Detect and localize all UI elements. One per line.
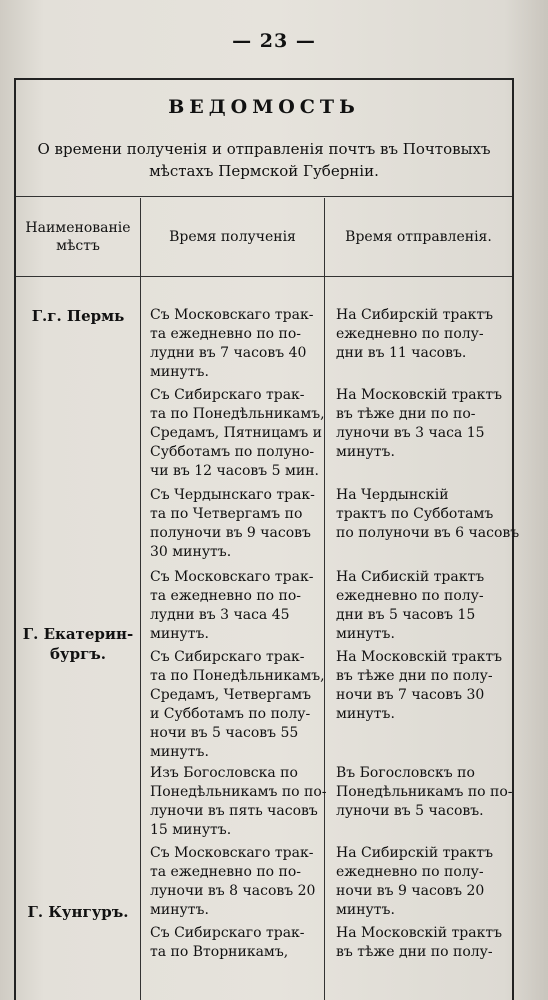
column-header-place-line: мѣстъ [56, 238, 100, 254]
subtitle-line: О времени полученія и отправленія почтъ въ Почтовыхъ [37, 140, 491, 158]
received-entry: Изъ Богословска по Понедѣльникамъ по по- луночи въ пять часовъ 15 минутъ. [150, 765, 327, 838]
column-header-place-line: Наименованіе [25, 220, 131, 236]
sent-entry: На Московскій трактъ въ тѣже дни по полу- [336, 925, 502, 960]
place-name: Г. Екатерин- бургъ. [22, 625, 134, 663]
sent-entry: На Чердынскій трактъ по Субботамъ по полуночи въ 6 часовъ [336, 487, 520, 541]
place-name: Г. Кунгуръ. [27, 903, 129, 921]
schedule-table [14, 78, 520, 1000]
received-entry: Съ Чердынскаго трак- та по Четвергамъ по полуночи въ 9 часовъ 30 минутъ. [150, 487, 315, 560]
received-entry: Съ Сибирскаго трак- та по Вторникамъ, [150, 925, 305, 960]
sent-entry: На Сибирскій трактъ ежедневно по полу- ночи въ 9 часовъ 20 минутъ. [336, 845, 494, 918]
received-entry: Съ Московскаго трак- та ежедневно по по- лудни въ 7 часовъ 40 минутъ. [150, 307, 314, 380]
page-number: — 23 — [232, 30, 316, 52]
subtitle-line: мѣстахъ Пермской Губерніи. [149, 162, 379, 180]
table-body [16, 306, 520, 996]
table-header [16, 198, 512, 277]
table-title-block [16, 80, 512, 197]
column-header-place [16, 198, 140, 276]
column-header-received: Время полученія [169, 229, 296, 245]
place-name: Г.г. Пермь [31, 307, 125, 325]
table-subtitle [16, 138, 512, 182]
received-entry: Съ Московскаго трак- та ежедневно по по- луночи въ 8 часовъ 20 минутъ. [150, 845, 316, 918]
received-entry: Съ Сибирскаго трак- та по Понедѣльникамъ, Средамъ, Четвергамъ и Субботамъ по полу- ночи въ 5 часовъ 55 минутъ. [150, 649, 325, 760]
column-header-sent: Время отправленія. [345, 229, 492, 245]
received-entry: Съ Сибирскаго трак- та по Понедѣльникамъ, Средамъ, Пятницамъ и Субботамъ по полуно- чи въ 12 часовъ 5 мин. [150, 387, 325, 479]
sent-entry: Въ Богословскъ по Понедѣльникамъ по по- луночи въ 5 часовъ. [336, 765, 513, 819]
sent-entry: На Сибискій трактъ ежедневно по полу- дни въ 5 часовъ 15 минутъ. [336, 569, 485, 642]
sent-entry: На Московскій трактъ въ тѣже дни по полу- ночи въ 7 часовъ 30 минутъ. [336, 649, 502, 722]
sent-entry: На Сибирскій трактъ ежедневно по полу- дни въ 11 часовъ. [336, 307, 494, 361]
received-entry: Съ Московскаго трак- та ежедневно по по- лудни въ 3 часа 45 минутъ. [150, 569, 314, 642]
table-title: ВЕДОМОСТЬ [168, 96, 360, 118]
sent-entry: На Московскій трактъ въ тѣже дни по по- луночи въ 3 часа 15 минутъ. [336, 387, 502, 460]
